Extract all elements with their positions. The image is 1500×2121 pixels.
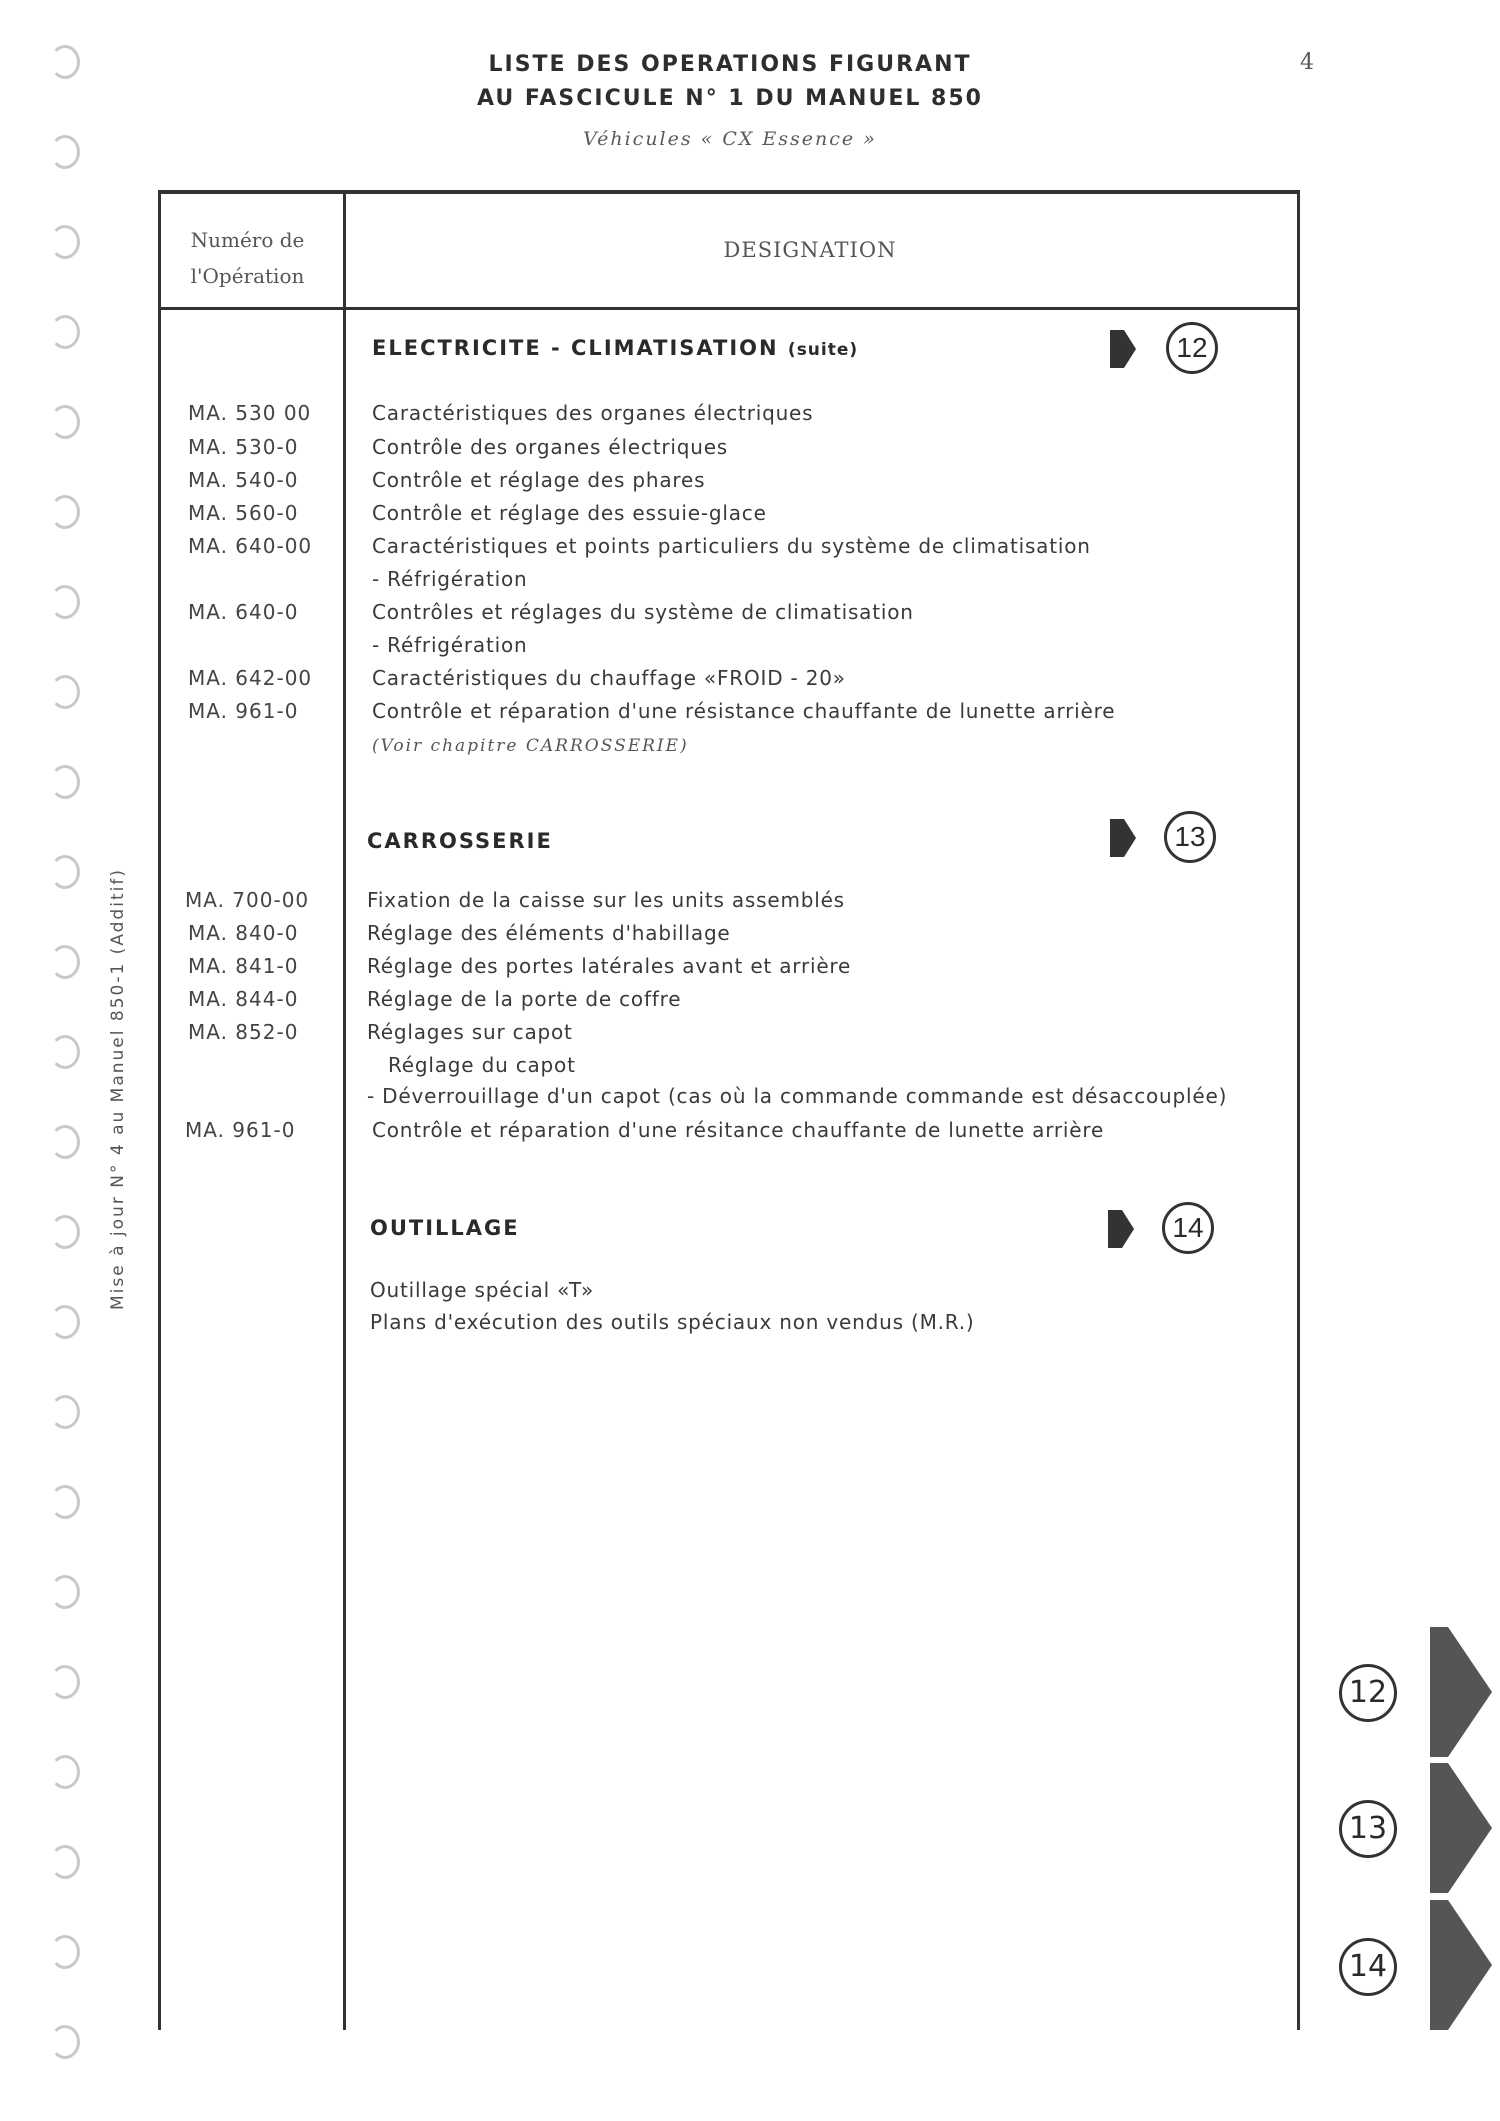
- binding-hole: [50, 405, 80, 439]
- table-row-designation: Caractéristiques des organes électriques: [372, 401, 814, 425]
- binding-hole: [50, 2025, 80, 2059]
- binding-hole: [50, 1845, 80, 1879]
- binding-hole: [50, 1125, 80, 1159]
- table-row-designation: Contrôle des organes électriques: [372, 435, 729, 459]
- binding-hole: [50, 585, 80, 619]
- binding-hole: [50, 1305, 80, 1339]
- binding-hole: [50, 495, 80, 529]
- binding-hole: [50, 1755, 80, 1789]
- column-header-number: Numéro de l'Opération: [190, 228, 305, 288]
- thumb-tab-arrow-icon[interactable]: [1430, 1627, 1492, 1757]
- thumb-tab-arrow-icon[interactable]: [1430, 1763, 1492, 1893]
- page-title-line1: LISTE DES OPERATIONS FIGURANT: [488, 52, 972, 77]
- column-header-designation: DESIGNATION: [723, 238, 897, 262]
- table-row-designation: Caractéristiques du chauffage «FROID - 20»: [372, 666, 846, 690]
- table-row-designation: Réglage des éléments d'habillage: [367, 921, 731, 945]
- thumb-tab-number: 14: [1339, 1938, 1397, 1996]
- table-row-note: (Voir chapitre CARROSSERIE): [372, 736, 689, 756]
- section-title-electricite: ELECTRICITE - CLIMATISATION (suite): [372, 336, 859, 360]
- table-header-divider: [158, 307, 1298, 310]
- binding-hole: [50, 1035, 80, 1069]
- table-top-border: [158, 190, 1300, 194]
- page-header: [440, 48, 1020, 150]
- table-row-designation: Réglage des portes latérales avant et arrière: [367, 954, 852, 978]
- binding-hole: [50, 675, 80, 709]
- page-subtitle: Véhicules « CX Essence »: [583, 128, 877, 150]
- section-tab-number: 14: [1162, 1202, 1214, 1254]
- binding-hole: [50, 1485, 80, 1519]
- table-row-designation: Réglages sur capot: [367, 1020, 573, 1044]
- table-row-designation: Contrôle et réparation d'une résistance chauffante de lunette arrière: [372, 699, 1116, 723]
- binding-hole: [50, 855, 80, 889]
- table-row-designation: Contrôle et réglage des essuie-glace: [372, 501, 767, 525]
- table-row-designation: Contrôle et réglage des phares: [372, 468, 706, 492]
- table-row-designation: Contrôle et réparation d'une résitance chauffante de lunette arrière: [372, 1118, 1105, 1142]
- binding-hole: [50, 45, 80, 79]
- table-row-designation: Réglage de la porte de coffre: [367, 987, 682, 1011]
- binding-hole: [50, 1395, 80, 1429]
- table-row-designation: - Réfrigération: [372, 567, 528, 591]
- side-note: Mise à jour N° 4 au Manuel 850-1 (Additif): [108, 868, 128, 1310]
- page-title-line2: AU FASCICULE N° 1 DU MANUEL 850: [477, 86, 983, 111]
- thumb-tab-number: 13: [1339, 1800, 1397, 1858]
- section-tab-number: 13: [1164, 811, 1216, 863]
- table-row-designation: - Réfrigération: [372, 633, 528, 657]
- binding-hole: [50, 1665, 80, 1699]
- binding-hole: [50, 945, 80, 979]
- section-arrow-icon: [1108, 1206, 1134, 1252]
- table-row-designation: Plans d'exécution des outils spéciaux non vendus (M.R.): [370, 1310, 975, 1334]
- binding-hole: [50, 1575, 80, 1609]
- binding-hole: [50, 315, 80, 349]
- section-arrow-icon: [1110, 326, 1136, 372]
- section-tab-number: 12: [1166, 322, 1218, 374]
- table-row-designation: - Déverrouillage d'un capot (cas où la commande commande est désaccouplée): [367, 1084, 1228, 1108]
- page-number: 4: [1300, 50, 1314, 75]
- section-arrow-icon: [1110, 815, 1136, 861]
- binding-hole: [50, 225, 80, 259]
- table-row-designation: Fixation de la caisse sur les units assemblés: [367, 888, 845, 912]
- binding-hole: [50, 135, 80, 169]
- binding-hole: [50, 765, 80, 799]
- table-row-designation: Réglage du capot: [388, 1053, 576, 1077]
- thumb-tab-number: 12: [1339, 1664, 1397, 1722]
- table-row-designation: Contrôles et réglages du système de climatisation: [372, 600, 914, 624]
- binding-hole: [50, 1935, 80, 1969]
- table-row-designation: Outillage spécial «T»: [370, 1278, 594, 1302]
- thumb-tab-arrow-icon[interactable]: [1430, 1900, 1492, 2030]
- binding-hole: [50, 1215, 80, 1249]
- table-column-divider: [343, 190, 346, 2030]
- section-title-outillage: OUTILLAGE: [370, 1216, 520, 1240]
- table-left-border: [158, 190, 161, 2030]
- table-row-designation: Caractéristiques et points particuliers du système de climatisation: [372, 534, 1091, 558]
- section-title-carrosserie: CARROSSERIE: [367, 829, 553, 853]
- table-right-border: [1297, 190, 1300, 2030]
